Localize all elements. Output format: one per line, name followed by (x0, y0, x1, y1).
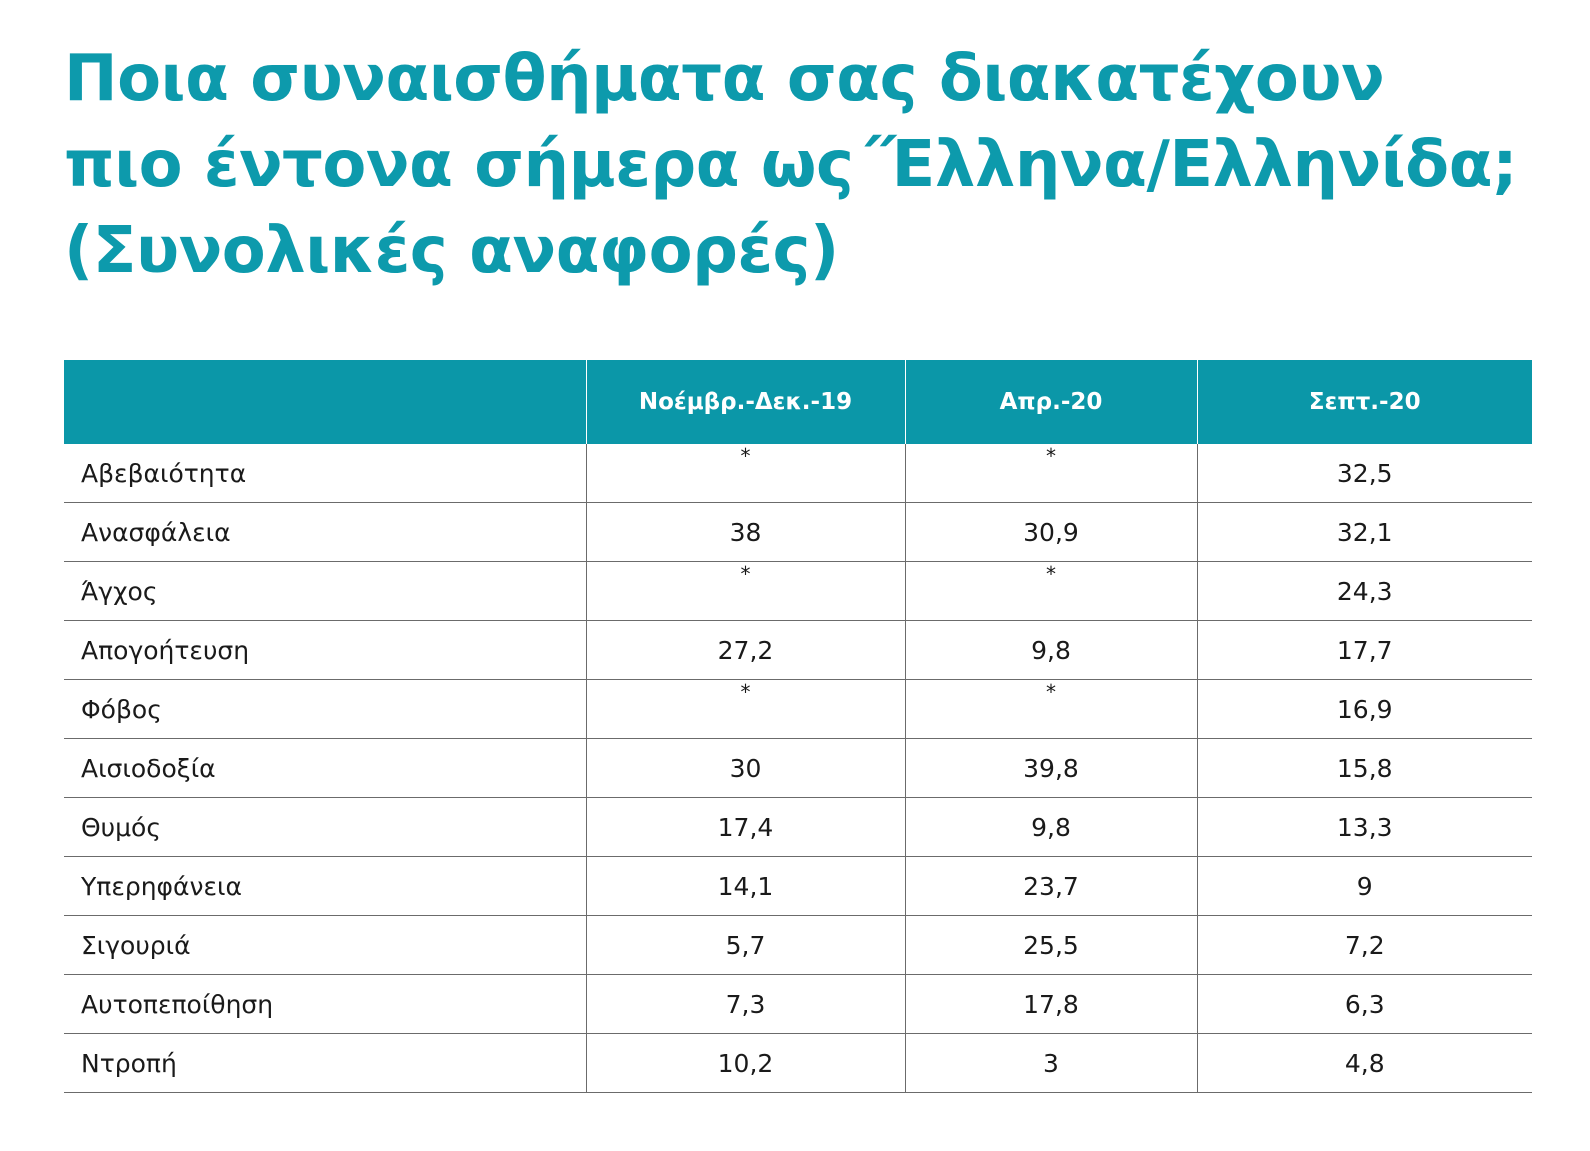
table-cell: 5,7 (586, 916, 905, 975)
table-cell: 14,1 (586, 857, 905, 916)
table-cell: * (586, 444, 905, 503)
table-cell: 10,2 (586, 1034, 905, 1093)
table-cell: 15,8 (1197, 739, 1532, 798)
table-cell: 39,8 (905, 739, 1197, 798)
header-row (64, 360, 1532, 444)
table-cell: * (905, 444, 1197, 503)
table-cell: 30 (586, 739, 905, 798)
table-cell: 9,8 (905, 621, 1197, 680)
table-row (64, 916, 1532, 975)
table-row (64, 503, 1532, 562)
table-cell: 17,8 (905, 975, 1197, 1034)
table-cell: * (905, 680, 1197, 739)
data-table (64, 360, 1532, 1093)
chart-title (64, 36, 1544, 294)
table-cell: 13,3 (1197, 798, 1532, 857)
column-header-3: Σεπτ.-20 (1197, 360, 1532, 444)
table-row (64, 857, 1532, 916)
chart-title-line-2: πιο έντονα σήμερα ως΄Έλληνα/Ελληνίδα; (64, 128, 1518, 202)
table-cell: 25,5 (905, 916, 1197, 975)
table-body (64, 444, 1532, 1093)
table-cell: 6,3 (1197, 975, 1532, 1034)
row-label: Απογοήτευση (64, 621, 586, 680)
table-cell: 16,9 (1197, 680, 1532, 739)
table-cell: 27,2 (586, 621, 905, 680)
row-label: Αβεβαιότητα (64, 444, 586, 503)
table-cell: 7,3 (586, 975, 905, 1034)
row-label: Σιγουριά (64, 916, 586, 975)
table-cell: 3 (905, 1034, 1197, 1093)
row-label: Θυμός (64, 798, 586, 857)
table-header (64, 360, 1532, 444)
row-label: Αυτοπεποίθηση (64, 975, 586, 1034)
table-cell: * (586, 680, 905, 739)
table-cell: 24,3 (1197, 562, 1532, 621)
table-cell: 9,8 (905, 798, 1197, 857)
table-row (64, 680, 1532, 739)
table-cell: 38 (586, 503, 905, 562)
table-cell: * (586, 562, 905, 621)
row-label: Ντροπή (64, 1034, 586, 1093)
table-cell: 17,4 (586, 798, 905, 857)
table-row (64, 1034, 1532, 1093)
table-row (64, 975, 1532, 1034)
column-header-blank (64, 360, 586, 444)
row-label: Άγχος (64, 562, 586, 621)
table-row (64, 798, 1532, 857)
table-row (64, 621, 1532, 680)
table-cell: * (905, 562, 1197, 621)
table-cell: 32,5 (1197, 444, 1532, 503)
row-label: Ανασφάλεια (64, 503, 586, 562)
table-row (64, 739, 1532, 798)
table-cell: 30,9 (905, 503, 1197, 562)
table-cell: 9 (1197, 857, 1532, 916)
table-row (64, 444, 1532, 503)
row-label: Υπερηφάνεια (64, 857, 586, 916)
table-row (64, 562, 1532, 621)
table-cell: 23,7 (905, 857, 1197, 916)
row-label: Φόβος (64, 680, 586, 739)
column-header-2: Απρ.-20 (905, 360, 1197, 444)
table-cell: 7,2 (1197, 916, 1532, 975)
row-label: Αισιοδοξία (64, 739, 586, 798)
table-cell: 4,8 (1197, 1034, 1532, 1093)
table-cell: 32,1 (1197, 503, 1532, 562)
chart-title-line-3: (Συνολικές αναφορές) (64, 214, 839, 288)
chart-title-line-1: Ποια συναισθήματα σας διακατέχουν (64, 42, 1385, 116)
table-cell: 17,7 (1197, 621, 1532, 680)
column-header-1: Νοέμβρ.-Δεκ.-19 (586, 360, 905, 444)
